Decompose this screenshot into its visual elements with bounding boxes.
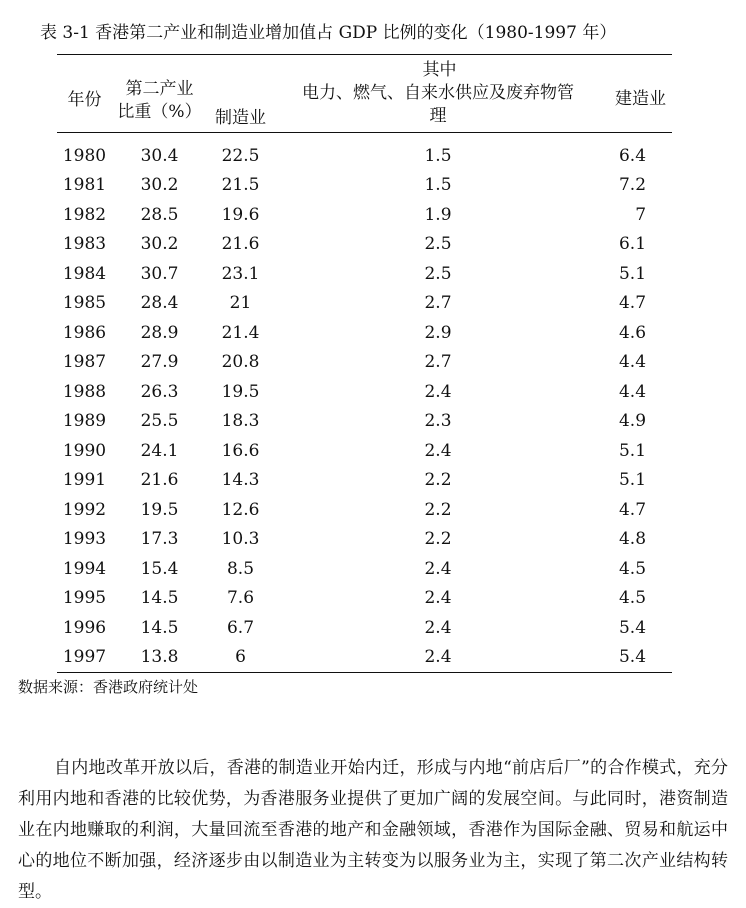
cell-year: 1988 <box>62 381 107 402</box>
cell-secondary-share: 28.4 <box>140 293 179 314</box>
cell-manufacturing: 21.6 <box>221 234 260 255</box>
cell-utilities: 2.5 <box>424 234 452 255</box>
cell-secondary-share: 28.5 <box>140 204 179 225</box>
body-paragraph: 自内地改革开放以后，香港的制造业开始内迁，形成与内地“前店后厂”的合作模式，充分利用内地和香港的比较优势，为香港服务业提供了更加广阔的发展空间。与此同时，港资制造业在内地赚取的利润，大量回流至香港的地产和金融领域，香港作为国际金融、贸易和航运中心的地位不断加强，经济逐步由以制造业为主转变为以服务业为主，实现了第二次产业结构转型。 <box>18 758 728 902</box>
cell-manufacturing: 22.5 <box>221 145 260 166</box>
header-manufacturing: 制造业 <box>215 108 266 128</box>
cell-construction: 5.4 <box>618 647 647 668</box>
cell-construction: 5.1 <box>618 263 647 284</box>
cell-construction: 7 <box>635 204 647 225</box>
cell-utilities: 2.4 <box>424 440 452 461</box>
cell-utilities: 2.4 <box>424 647 452 668</box>
cell-manufacturing: 23.1 <box>221 263 260 284</box>
data-table-container <box>57 54 672 673</box>
table-body <box>57 133 672 673</box>
cell-utilities: 1.5 <box>424 175 452 196</box>
cell-secondary-share: 17.3 <box>140 529 179 550</box>
table-row <box>57 318 672 348</box>
cell-year: 1984 <box>62 263 107 284</box>
cell-secondary-share: 30.7 <box>140 263 179 284</box>
cell-manufacturing: 6.7 <box>226 617 255 638</box>
cell-year: 1993 <box>62 529 107 550</box>
cell-manufacturing: 10.3 <box>221 529 260 550</box>
cell-manufacturing: 7.6 <box>226 588 255 609</box>
cell-secondary-share: 27.9 <box>140 352 179 373</box>
cell-construction: 5.1 <box>618 470 647 491</box>
cell-manufacturing: 21.4 <box>221 322 260 343</box>
cell-secondary-share: 24.1 <box>140 440 179 461</box>
data-source-note: 数据来源：香港政府统计处 <box>18 678 199 696</box>
cell-year: 1990 <box>62 440 107 461</box>
table-row <box>57 436 672 466</box>
cell-manufacturing: 21.5 <box>221 175 260 196</box>
cell-year: 1985 <box>62 293 107 314</box>
cell-construction: 6.4 <box>618 145 647 166</box>
cell-manufacturing: 14.3 <box>221 470 260 491</box>
header-utilities-line1: 电力、燃气、自来水供应及废弃物管 <box>302 83 574 103</box>
cell-manufacturing: 8.5 <box>226 558 255 579</box>
cell-manufacturing: 21 <box>229 293 252 314</box>
cell-utilities: 2.2 <box>424 529 452 550</box>
cell-construction: 4.9 <box>618 411 647 432</box>
cell-manufacturing: 16.6 <box>221 440 260 461</box>
cell-utilities: 2.4 <box>424 558 452 579</box>
table-row <box>57 230 672 260</box>
cell-year: 1989 <box>62 411 107 432</box>
cell-construction: 5.4 <box>618 617 647 638</box>
cell-year: 1997 <box>62 647 107 668</box>
cell-manufacturing: 19.6 <box>221 204 260 225</box>
table-row <box>57 554 672 584</box>
header-secondary-share <box>112 55 207 133</box>
cell-utilities: 2.4 <box>424 617 452 638</box>
header-utilities <box>274 82 602 133</box>
cell-year: 1981 <box>62 175 107 196</box>
cell-construction: 4.5 <box>618 558 647 579</box>
header-construction: 建造业 <box>615 89 667 109</box>
cell-year: 1986 <box>62 322 107 343</box>
cell-secondary-share: 28.9 <box>140 322 179 343</box>
cell-utilities: 1.9 <box>424 204 452 225</box>
table-row <box>57 200 672 230</box>
table-row <box>57 466 672 496</box>
header-year: 年份 <box>67 90 102 110</box>
cell-utilities: 2.5 <box>424 263 452 284</box>
cell-manufacturing: 18.3 <box>221 411 260 432</box>
cell-secondary-share: 19.5 <box>140 499 179 520</box>
table-row <box>57 495 672 525</box>
cell-secondary-share: 30.4 <box>140 145 179 166</box>
cell-construction: 4.5 <box>618 588 647 609</box>
cell-utilities: 2.7 <box>424 352 452 373</box>
table-row <box>57 525 672 555</box>
table-row <box>57 348 672 378</box>
table-row <box>57 584 672 614</box>
cell-year: 1995 <box>62 588 107 609</box>
table-row <box>57 643 672 673</box>
table-caption: 表 3-1 香港第二产业和制造业增加值占 GDP 比例的变化（1980-1997 年） <box>40 23 617 43</box>
cell-year: 1982 <box>62 204 107 225</box>
cell-construction: 4.4 <box>618 352 647 373</box>
cell-secondary-share: 14.5 <box>140 617 179 638</box>
cell-utilities: 2.4 <box>424 588 452 609</box>
table-row <box>57 171 672 201</box>
cell-secondary-share: 15.4 <box>140 558 179 579</box>
cell-construction: 4.8 <box>618 529 647 550</box>
cell-utilities: 2.9 <box>424 322 452 343</box>
table-row <box>57 377 672 407</box>
table-row <box>57 259 672 289</box>
cell-secondary-share: 13.8 <box>140 647 179 668</box>
cell-year: 1994 <box>62 558 107 579</box>
cell-year: 1980 <box>62 145 107 166</box>
header-utilities-line2: 理 <box>429 106 447 126</box>
cell-utilities: 2.3 <box>424 411 452 432</box>
table-row <box>57 133 672 171</box>
cell-manufacturing: 20.8 <box>221 352 260 373</box>
cell-construction: 4.7 <box>618 293 647 314</box>
cell-manufacturing: 6 <box>235 647 246 668</box>
cell-year: 1987 <box>62 352 107 373</box>
cell-utilities: 2.2 <box>424 470 452 491</box>
cell-utilities: 2.4 <box>424 381 452 402</box>
table-row <box>57 407 672 437</box>
cell-secondary-share: 26.3 <box>140 381 179 402</box>
cell-utilities: 2.2 <box>424 499 452 520</box>
header-group-of-which: 其中 <box>422 60 457 80</box>
cell-secondary-share: 25.5 <box>140 411 179 432</box>
cell-secondary-share: 30.2 <box>140 175 179 196</box>
header-secondary-share-line1: 第二产业 <box>125 78 194 99</box>
cell-construction: 4.6 <box>618 322 647 343</box>
cell-construction: 6.1 <box>618 234 647 255</box>
cell-secondary-share: 21.6 <box>140 470 179 491</box>
cell-secondary-share: 30.2 <box>140 234 179 255</box>
table-row <box>57 289 672 319</box>
cell-manufacturing: 19.5 <box>221 381 260 402</box>
cell-utilities: 1.5 <box>424 145 452 166</box>
table-row <box>57 613 672 643</box>
cell-year: 1992 <box>62 499 107 520</box>
cell-secondary-share: 14.5 <box>140 588 179 609</box>
cell-manufacturing: 12.6 <box>221 499 260 520</box>
cell-utilities: 2.7 <box>424 293 452 314</box>
cell-construction: 7.2 <box>618 175 647 196</box>
cell-construction: 4.7 <box>618 499 647 520</box>
cell-construction: 5.1 <box>618 440 647 461</box>
cell-year: 1983 <box>62 234 107 255</box>
cell-year: 1996 <box>62 617 107 638</box>
header-secondary-share-line2: 比重（%） <box>117 101 202 122</box>
data-table <box>57 54 672 673</box>
cell-year: 1991 <box>62 470 107 491</box>
cell-construction: 4.4 <box>618 381 647 402</box>
